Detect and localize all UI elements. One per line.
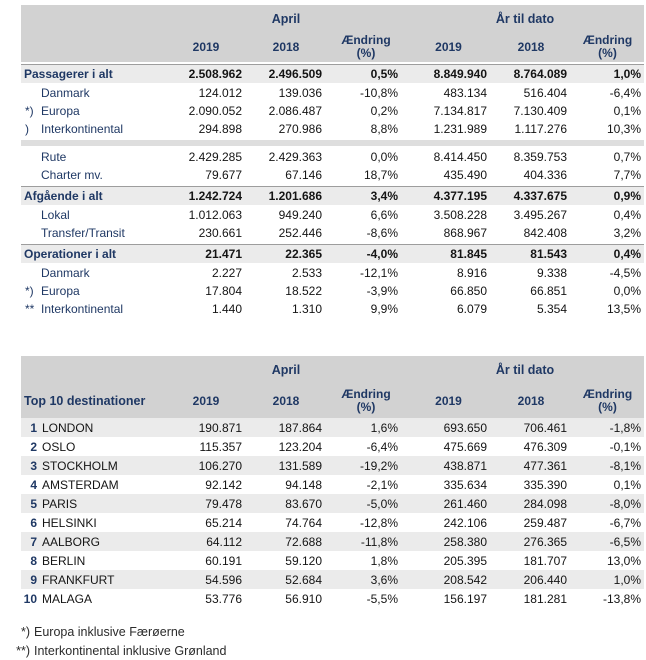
footnote-marker: **) bbox=[16, 643, 30, 658]
value-cell: -8,0% bbox=[609, 496, 641, 511]
table-row bbox=[21, 102, 644, 120]
value-cell: 2.508.962 bbox=[188, 67, 242, 81]
destination-name: MALAGA bbox=[42, 591, 93, 606]
destination-name: BERLIN bbox=[42, 553, 86, 568]
value-cell: 261.460 bbox=[443, 496, 487, 511]
value-cell: 0,1% bbox=[613, 104, 641, 118]
value-cell: 3.508.228 bbox=[433, 208, 487, 222]
value-cell: 10,3% bbox=[606, 122, 641, 136]
row-label-cell bbox=[21, 208, 166, 222]
row-label-cell bbox=[21, 67, 166, 81]
destination-label-cell bbox=[21, 592, 166, 606]
value-cell: 92.142 bbox=[205, 477, 242, 492]
table-row bbox=[21, 64, 644, 83]
value-cell: -19,2% bbox=[359, 458, 398, 473]
value-cell: 477.361 bbox=[523, 458, 567, 473]
value-cell: -2,1% bbox=[366, 477, 398, 492]
destination-row bbox=[21, 418, 644, 437]
change-label: Ændring bbox=[341, 386, 391, 401]
value-cell: -4,0% bbox=[366, 247, 398, 261]
value-cell: 83.670 bbox=[285, 496, 322, 511]
destination-row bbox=[21, 532, 644, 551]
value-cell: 0,2% bbox=[370, 104, 398, 118]
value-cell: 59.120 bbox=[285, 553, 322, 568]
value-cell: 242.106 bbox=[443, 515, 487, 530]
section-divider bbox=[21, 140, 644, 146]
value-cell: 284.098 bbox=[523, 496, 567, 511]
row-label: Passagerer i alt bbox=[24, 67, 113, 81]
destination-label-cell bbox=[21, 535, 166, 549]
value-cell: 66.850 bbox=[450, 284, 487, 298]
destination-row bbox=[21, 551, 644, 570]
change-pct-label: (%) bbox=[356, 399, 376, 414]
change-label: Ændring bbox=[582, 386, 633, 401]
value-cell: 1,8% bbox=[370, 553, 398, 568]
value-cell: 124.012 bbox=[198, 86, 242, 100]
value-cell: 276.365 bbox=[523, 534, 567, 549]
value-cell: 1,6% bbox=[370, 420, 398, 435]
value-cell: 0,5% bbox=[370, 67, 398, 81]
destination-label-cell bbox=[21, 478, 166, 492]
footnote-marker: ** bbox=[25, 302, 35, 316]
value-cell: 21.471 bbox=[205, 247, 242, 261]
value-cell: 335.390 bbox=[523, 477, 567, 492]
value-cell: 252.446 bbox=[278, 226, 322, 240]
value-cell: 1.201.686 bbox=[268, 189, 322, 203]
value-cell: 81.845 bbox=[450, 247, 487, 261]
traffic-summary-table bbox=[21, 5, 644, 318]
value-cell: 1,0% bbox=[613, 572, 641, 587]
value-cell: -12,1% bbox=[359, 266, 398, 280]
group-header-april: April bbox=[271, 362, 301, 377]
destination-name: AALBORG bbox=[42, 534, 101, 549]
value-cell: 206.440 bbox=[523, 572, 567, 587]
value-cell: 516.404 bbox=[523, 86, 567, 100]
value-cell: 693.650 bbox=[443, 420, 487, 435]
row-label: Europa bbox=[41, 284, 80, 298]
value-cell: 52.684 bbox=[285, 572, 322, 587]
destination-rank: 10 bbox=[23, 591, 37, 606]
value-cell: 2.086.487 bbox=[268, 104, 322, 118]
row-label: Interkontinental bbox=[41, 122, 124, 136]
value-cell: 79.677 bbox=[205, 168, 242, 182]
row-label: Operationer i alt bbox=[24, 247, 117, 261]
row-label: Danmark bbox=[41, 86, 90, 100]
value-cell: 115.357 bbox=[199, 439, 242, 454]
value-cell: -0,1% bbox=[609, 439, 641, 454]
destination-name: HELSINKI bbox=[42, 515, 97, 530]
table-row bbox=[21, 84, 644, 102]
change-label: Ændring bbox=[582, 33, 633, 47]
value-cell: -12,8% bbox=[359, 515, 398, 530]
value-cell: 4.337.675 bbox=[513, 189, 567, 203]
row-label: Afgående i alt bbox=[24, 189, 103, 203]
value-cell: 56.910 bbox=[285, 591, 322, 606]
destination-label-cell bbox=[21, 497, 166, 511]
footnote-line bbox=[6, 641, 644, 660]
value-cell: -5,0% bbox=[366, 496, 398, 511]
col-header-ytd-2019: 2019 bbox=[435, 40, 462, 54]
value-cell: 208.542 bbox=[443, 572, 487, 587]
col-header-april-2019: 2019 bbox=[192, 393, 220, 408]
destination-rank: 2 bbox=[30, 439, 37, 454]
value-cell: -13,8% bbox=[602, 591, 641, 606]
col-header-april-change bbox=[326, 34, 406, 60]
value-cell: 8.916 bbox=[456, 266, 487, 280]
change-pct-label: (%) bbox=[598, 399, 617, 414]
value-cell: 4.377.195 bbox=[433, 189, 487, 203]
value-cell: -6,4% bbox=[366, 439, 398, 454]
destination-name: FRANKFURT bbox=[42, 572, 115, 587]
col-header-april-2018: 2018 bbox=[272, 393, 300, 408]
value-cell: 868.967 bbox=[443, 226, 487, 240]
destination-label-cell bbox=[21, 440, 166, 454]
table-row bbox=[21, 264, 644, 282]
table-row bbox=[21, 282, 644, 300]
footnote-text: Interkontinental inklusive Grønland bbox=[34, 643, 227, 658]
footnote-marker: *) bbox=[20, 624, 30, 639]
col-header-ytd-2019: 2019 bbox=[435, 393, 462, 408]
value-cell: 72.688 bbox=[285, 534, 322, 549]
table-row bbox=[21, 148, 644, 166]
destination-row bbox=[21, 437, 644, 456]
value-cell: 3.495.267 bbox=[513, 208, 567, 222]
value-cell: 1,0% bbox=[613, 67, 641, 81]
value-cell: 8.849.940 bbox=[433, 67, 487, 81]
row-label: Charter mv. bbox=[41, 168, 103, 182]
destination-row bbox=[21, 475, 644, 494]
value-cell: 335.634 bbox=[443, 477, 487, 492]
value-cell: 0,0% bbox=[370, 150, 398, 164]
col-header-ytd-change bbox=[571, 34, 644, 60]
value-cell: 0,7% bbox=[613, 150, 641, 164]
value-cell: 66.851 bbox=[530, 284, 567, 298]
value-cell: 94.148 bbox=[285, 477, 322, 492]
group-header-ytd: År til dato bbox=[495, 362, 555, 377]
change-pct-label: (%) bbox=[356, 46, 376, 60]
value-cell: 8,8% bbox=[370, 122, 398, 136]
value-cell: 0,4% bbox=[613, 247, 641, 261]
value-cell: 230.661 bbox=[198, 226, 242, 240]
value-cell: 6.079 bbox=[456, 302, 487, 316]
destination-rank: 8 bbox=[30, 553, 37, 568]
destination-row bbox=[21, 589, 644, 608]
value-cell: 1.310 bbox=[291, 302, 322, 316]
footnote-marker: *) bbox=[25, 104, 34, 118]
destination-label-cell bbox=[21, 554, 166, 568]
value-cell: 81.543 bbox=[530, 247, 567, 261]
table-row bbox=[21, 244, 644, 263]
value-cell: 270.986 bbox=[278, 122, 322, 136]
value-cell: 13,0% bbox=[606, 553, 641, 568]
value-cell: 7.130.409 bbox=[513, 104, 567, 118]
value-cell: -8,1% bbox=[609, 458, 641, 473]
table2-header bbox=[21, 356, 644, 418]
value-cell: 5.354 bbox=[536, 302, 567, 316]
table-row bbox=[21, 186, 644, 205]
footnotes bbox=[6, 622, 644, 660]
row-label-cell bbox=[21, 226, 166, 240]
destination-name: STOCKHOLM bbox=[42, 458, 118, 473]
row-label-cell bbox=[21, 302, 166, 316]
change-pct-label: (%) bbox=[598, 46, 617, 60]
value-cell: 404.336 bbox=[523, 168, 567, 182]
destination-name: LONDON bbox=[42, 420, 94, 435]
value-cell: 3,4% bbox=[370, 189, 398, 203]
value-cell: 1.012.063 bbox=[188, 208, 242, 222]
top10-destinations-table bbox=[21, 356, 644, 608]
value-cell: 3,2% bbox=[613, 226, 641, 240]
value-cell: 139.036 bbox=[278, 86, 322, 100]
value-cell: 7,7% bbox=[613, 168, 641, 182]
value-cell: 1.440 bbox=[211, 302, 242, 316]
destination-rank: 5 bbox=[30, 496, 37, 511]
table-row bbox=[21, 300, 644, 318]
destination-row bbox=[21, 494, 644, 513]
destination-row bbox=[21, 513, 644, 532]
value-cell: 1.242.724 bbox=[188, 189, 242, 203]
table1-body bbox=[21, 64, 644, 318]
value-cell: 258.380 bbox=[443, 534, 487, 549]
change-label: Ændring bbox=[341, 33, 391, 47]
row-label: Rute bbox=[41, 150, 67, 164]
group-header-ytd: År til dato bbox=[495, 11, 555, 26]
group-header-april: April bbox=[271, 11, 301, 26]
value-cell: 2.227 bbox=[211, 266, 242, 280]
col-header-ytd-2018: 2018 bbox=[517, 393, 545, 408]
value-cell: 79.478 bbox=[205, 496, 242, 511]
table-row bbox=[21, 224, 644, 242]
value-cell: 435.490 bbox=[443, 168, 487, 182]
destination-row bbox=[21, 570, 644, 589]
value-cell: 842.408 bbox=[523, 226, 567, 240]
destination-name: AMSTERDAM bbox=[42, 477, 119, 492]
col-header-april-2018: 2018 bbox=[272, 40, 300, 54]
footnote-line bbox=[6, 622, 644, 641]
value-cell: -6,5% bbox=[609, 534, 641, 549]
destination-rank: 3 bbox=[30, 458, 37, 473]
value-cell: 205.395 bbox=[443, 553, 487, 568]
value-cell: 54.596 bbox=[205, 572, 242, 587]
value-cell: 156.197 bbox=[443, 591, 487, 606]
value-cell: 65.214 bbox=[205, 515, 242, 530]
row-label-cell bbox=[21, 150, 166, 164]
value-cell: 706.461 bbox=[523, 420, 567, 435]
value-cell: 0,1% bbox=[613, 477, 641, 492]
value-cell: -10,8% bbox=[359, 86, 398, 100]
value-cell: 9.338 bbox=[536, 266, 567, 280]
row-label: Transfer/Transit bbox=[41, 226, 125, 240]
destination-rank: 4 bbox=[30, 477, 37, 492]
value-cell: 2.496.509 bbox=[268, 67, 322, 81]
value-cell: 17.804 bbox=[205, 284, 242, 298]
row-label-cell bbox=[21, 104, 166, 118]
value-cell: -8,6% bbox=[366, 226, 398, 240]
value-cell: 259.487 bbox=[523, 515, 567, 530]
row-label-cell bbox=[21, 247, 166, 261]
row-label-cell bbox=[21, 122, 166, 136]
value-cell: 187.864 bbox=[278, 420, 322, 435]
value-cell: 7.134.817 bbox=[433, 104, 487, 118]
table-row bbox=[21, 120, 644, 138]
destination-label-cell bbox=[21, 516, 166, 530]
value-cell: 18,7% bbox=[363, 168, 398, 182]
value-cell: 0,4% bbox=[613, 208, 641, 222]
value-cell: 0,0% bbox=[613, 284, 641, 298]
destination-label-cell bbox=[21, 573, 166, 587]
destination-name: PARIS bbox=[42, 496, 78, 511]
value-cell: 476.309 bbox=[523, 439, 567, 454]
value-cell: 1.117.276 bbox=[514, 122, 567, 136]
value-cell: -6,4% bbox=[609, 86, 641, 100]
col-header-ytd-2018: 2018 bbox=[517, 40, 545, 54]
value-cell: 60.191 bbox=[205, 553, 242, 568]
col-header-ytd-change bbox=[571, 388, 644, 414]
row-label-cell bbox=[21, 168, 166, 182]
destination-row bbox=[21, 456, 644, 475]
col-header-april-change bbox=[326, 388, 406, 414]
table-row bbox=[21, 166, 644, 184]
value-cell: 9,9% bbox=[370, 302, 398, 316]
destination-rank: 1 bbox=[30, 420, 37, 435]
value-cell: 438.871 bbox=[443, 458, 487, 473]
value-cell: -5,5% bbox=[366, 591, 398, 606]
footnote-marker: *) bbox=[25, 284, 34, 298]
value-cell: 2.533 bbox=[291, 266, 322, 280]
value-cell: 53.776 bbox=[205, 591, 242, 606]
value-cell: 2.429.363 bbox=[268, 150, 322, 164]
destination-label-cell bbox=[21, 459, 166, 473]
destination-rank: 7 bbox=[30, 534, 37, 549]
value-cell: 106.270 bbox=[198, 458, 242, 473]
table2-body bbox=[21, 418, 644, 608]
value-cell: 74.764 bbox=[285, 515, 322, 530]
value-cell: 1.231.989 bbox=[433, 122, 487, 136]
table-row bbox=[21, 206, 644, 224]
value-cell: 8.764.089 bbox=[513, 67, 567, 81]
value-cell: 0,9% bbox=[613, 189, 641, 203]
value-cell: 13,5% bbox=[606, 302, 641, 316]
row-label-cell bbox=[21, 266, 166, 280]
row-label-cell bbox=[21, 86, 166, 100]
value-cell: 18.522 bbox=[285, 284, 322, 298]
value-cell: 8.414.450 bbox=[433, 150, 487, 164]
footnote-marker: ) bbox=[25, 122, 29, 136]
value-cell: 949.240 bbox=[278, 208, 322, 222]
value-cell: 190.871 bbox=[198, 420, 242, 435]
value-cell: -3,9% bbox=[366, 284, 398, 298]
table1-header bbox=[21, 5, 644, 62]
value-cell: 294.898 bbox=[198, 122, 242, 136]
table2-title: Top 10 destinationer bbox=[24, 393, 146, 408]
destination-rank: 9 bbox=[30, 572, 37, 587]
value-cell: -1,8% bbox=[609, 420, 641, 435]
value-cell: 131.589 bbox=[278, 458, 322, 473]
value-cell: 3,6% bbox=[370, 572, 398, 587]
footnote-text: Europa inklusive Færøerne bbox=[34, 624, 185, 639]
value-cell: -6,7% bbox=[609, 515, 641, 530]
destination-name: OSLO bbox=[42, 439, 76, 454]
value-cell: -4,5% bbox=[609, 266, 641, 280]
value-cell: 67.146 bbox=[285, 168, 322, 182]
value-cell: -11,8% bbox=[360, 534, 398, 549]
value-cell: 6,6% bbox=[370, 208, 398, 222]
value-cell: 64.112 bbox=[206, 534, 242, 549]
row-label-cell bbox=[21, 284, 166, 298]
value-cell: 123.204 bbox=[278, 439, 322, 454]
value-cell: 8.359.753 bbox=[513, 150, 567, 164]
value-cell: 475.669 bbox=[443, 439, 487, 454]
col-header-april-2019: 2019 bbox=[192, 40, 220, 54]
value-cell: 483.134 bbox=[443, 86, 487, 100]
destination-label-cell bbox=[21, 421, 166, 435]
row-label: Interkontinental bbox=[41, 302, 124, 316]
row-label: Europa bbox=[41, 104, 80, 118]
value-cell: 181.707 bbox=[523, 553, 567, 568]
row-label: Danmark bbox=[41, 266, 90, 280]
row-label: Lokal bbox=[41, 208, 70, 222]
value-cell: 2.429.285 bbox=[188, 150, 242, 164]
value-cell: 181.281 bbox=[523, 591, 567, 606]
row-label-cell bbox=[21, 189, 166, 203]
destination-rank: 6 bbox=[30, 515, 37, 530]
value-cell: 22.365 bbox=[285, 247, 322, 261]
value-cell: 2.090.052 bbox=[188, 104, 242, 118]
